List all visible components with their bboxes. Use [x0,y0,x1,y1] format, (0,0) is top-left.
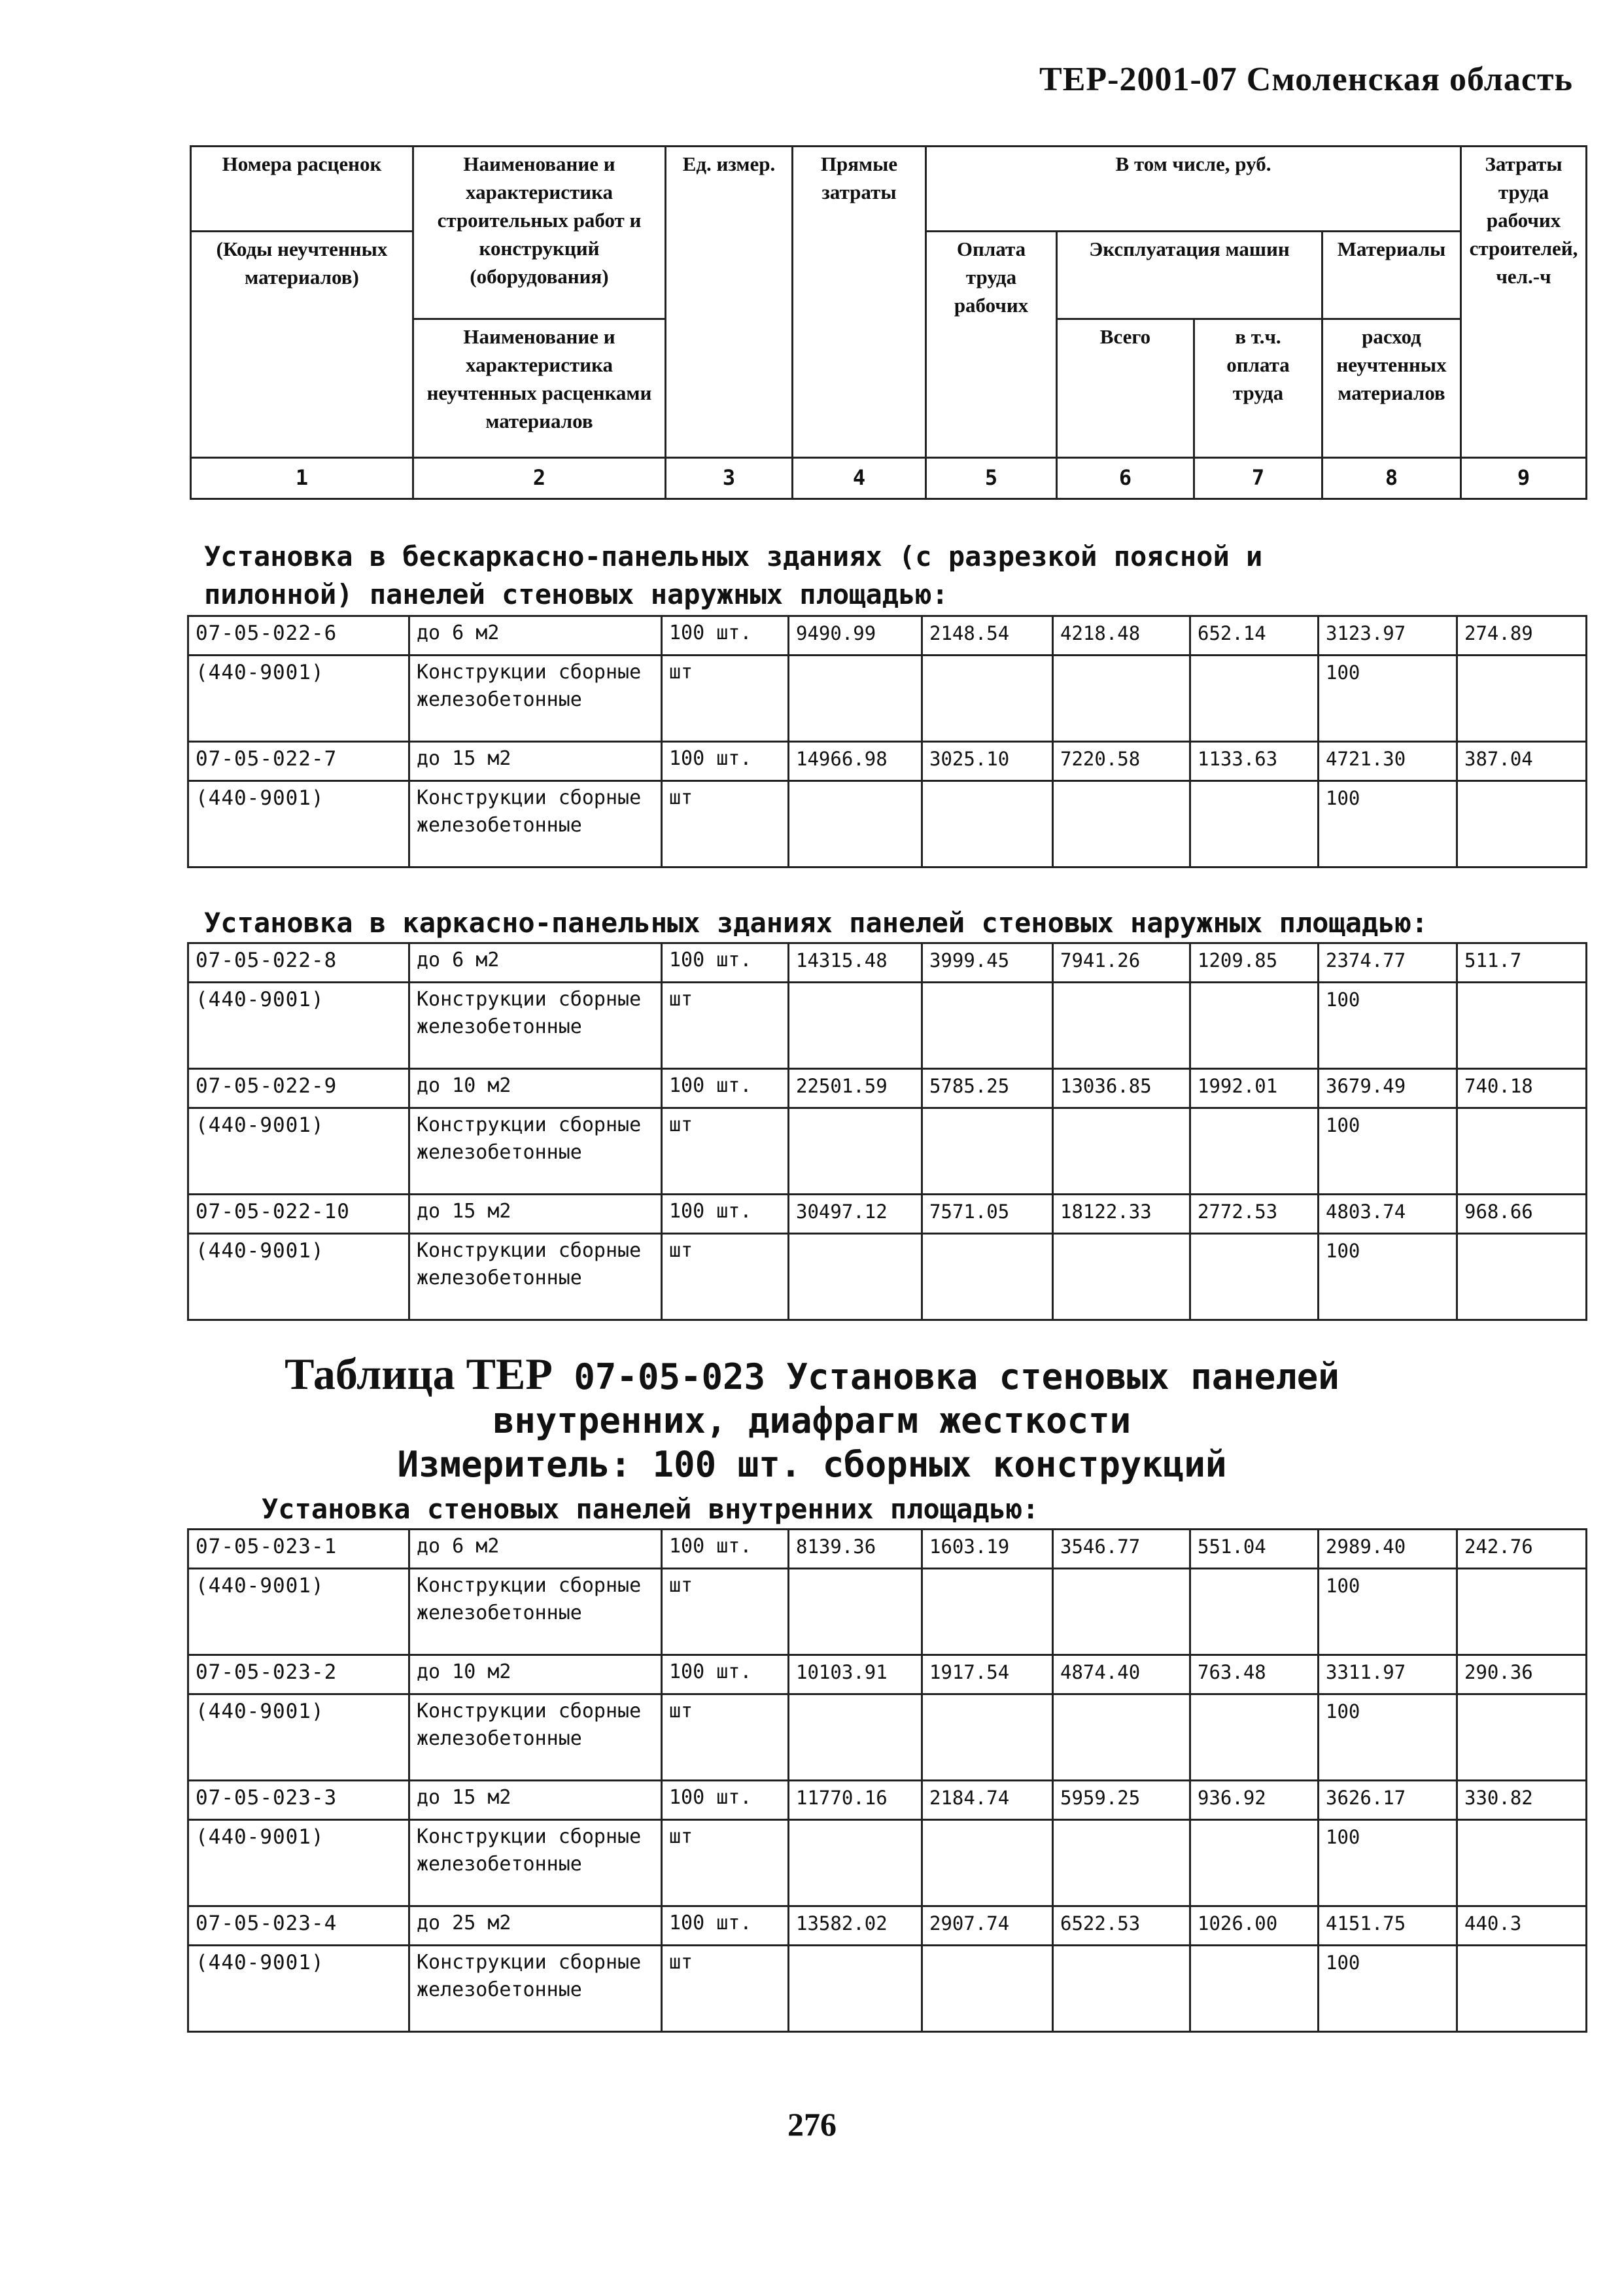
work-name: до 25 м2 [409,1906,662,1946]
direct-costs: 8139.36 [789,1530,922,1569]
machines-total [1053,1234,1190,1320]
machines-total [1053,656,1190,742]
machine-wages: 652.14 [1190,616,1319,656]
col-number: 1 [191,458,413,499]
wages: 2184.74 [922,1781,1053,1820]
direct-costs [789,1569,922,1655]
wages [922,1946,1053,2032]
table-row [188,742,1587,781]
machines-total: 7220.58 [1053,742,1190,781]
machines-total: 18122.33 [1053,1195,1190,1234]
rate-code: (440-9001) [188,781,409,867]
section-title [262,1490,1039,1528]
machines-total: 3546.77 [1053,1530,1190,1569]
direct-costs: 14966.98 [789,742,922,781]
machine-wages [1190,1234,1319,1320]
wages [922,656,1053,742]
machines-total [1053,1569,1190,1655]
wages: 3025.10 [922,742,1053,781]
machine-wages [1190,1694,1319,1781]
table-caption-code: 07-05-023 Установка стеновых панелей [552,1356,1339,1397]
machine-wages: 1209.85 [1190,943,1319,983]
materials: 100 [1319,983,1457,1069]
labor-costs [1457,1234,1587,1320]
machines-total [1053,983,1190,1069]
rate-code: (440-9001) [188,1569,409,1655]
wages: 3999.45 [922,943,1053,983]
col-header-materials: Материалы [1322,232,1461,319]
table-row [188,1946,1587,2032]
table-caption [0,1351,1624,1488]
unit: шт [662,1820,789,1906]
page-number: 276 [787,2106,837,2143]
machine-wages [1190,781,1319,867]
rate-code: (440-9001) [188,1234,409,1320]
wages [922,1820,1053,1906]
col-header-machines: Эксплуатация машин [1057,232,1322,319]
table-caption-prefix: Таблица ТЕР [285,1349,553,1399]
table-row [188,1234,1587,1320]
col-number: 5 [926,458,1057,499]
col-header-machines-total: Всего [1057,319,1194,458]
col-number: 6 [1057,458,1194,499]
direct-costs [789,656,922,742]
unit: 100 шт. [662,1195,789,1234]
direct-costs [789,1820,922,1906]
rates-table [187,1528,1587,2033]
unit: 100 шт. [662,742,789,781]
rate-code: (440-9001) [188,656,409,742]
direct-costs: 13582.02 [789,1906,922,1946]
materials: 3679.49 [1319,1069,1457,1108]
machines-total [1053,1820,1190,1906]
machine-wages: 2772.53 [1190,1195,1319,1234]
materials: 2989.40 [1319,1530,1457,1569]
wages: 2148.54 [922,616,1053,656]
materials: 100 [1319,656,1457,742]
machine-wages: 1133.63 [1190,742,1319,781]
machines-total [1053,1108,1190,1195]
work-name: до 15 м2 [409,1781,662,1820]
machines-total: 6522.53 [1053,1906,1190,1946]
work-name: до 10 м2 [409,1069,662,1108]
machine-wages [1190,656,1319,742]
machine-wages: 936.92 [1190,1781,1319,1820]
page-header: ТЕР-2001-07 Смоленская область [1039,61,1573,98]
work-name: до 6 м2 [409,943,662,983]
col-header-codes: Номера расценок [191,147,413,232]
unit: 100 шт. [662,1069,789,1108]
work-name: до 6 м2 [409,616,662,656]
wages [922,1108,1053,1195]
table-caption-title [0,1351,1624,1400]
col-header-material-consumption: расход неучтенных материалов [1322,319,1461,458]
unit: шт [662,1946,789,2032]
section-title [204,904,1428,942]
col-header-group: В том числе, руб. [926,147,1461,232]
rate-code: 07-05-022-9 [188,1069,409,1108]
col-header-unit: Ед. измер. [666,147,793,458]
materials: 2374.77 [1319,943,1457,983]
col-number: 2 [413,458,666,499]
unit: 100 шт. [662,1906,789,1946]
work-name: Конструкции сборные железобетонные [409,1234,662,1320]
unit: шт [662,1234,789,1320]
materials: 100 [1319,1108,1457,1195]
wages [922,1694,1053,1781]
wages [922,983,1053,1069]
rates-table [187,942,1587,1321]
materials: 4803.74 [1319,1195,1457,1234]
work-name: Конструкции сборные железобетонные [409,1694,662,1781]
labor-costs [1457,656,1587,742]
rate-code: 07-05-023-2 [188,1655,409,1694]
labor-costs: 968.66 [1457,1195,1587,1234]
table-row [188,1069,1587,1108]
direct-costs: 11770.16 [789,1781,922,1820]
table-row [188,1108,1587,1195]
column-header-table [190,145,1587,500]
work-name: Конструкции сборные железобетонные [409,656,662,742]
direct-costs [789,1234,922,1320]
wages: 1917.54 [922,1655,1053,1694]
col-number: 9 [1461,458,1587,499]
labor-costs [1457,1946,1587,2032]
table-row [188,1655,1587,1694]
rates-table [187,615,1587,868]
labor-costs: 740.18 [1457,1069,1587,1108]
table-row [188,1195,1587,1234]
machines-total: 13036.85 [1053,1069,1190,1108]
labor-costs: 290.36 [1457,1655,1587,1694]
machine-wages [1190,983,1319,1069]
table-row [188,943,1587,983]
table-row [188,616,1587,656]
materials: 4151.75 [1319,1906,1457,1946]
rate-code: 07-05-023-1 [188,1530,409,1569]
materials: 3311.97 [1319,1655,1457,1694]
work-name: Конструкции сборные железобетонные [409,1569,662,1655]
machines-total: 4874.40 [1053,1655,1190,1694]
rate-code: (440-9001) [188,1694,409,1781]
col-number: 4 [793,458,926,499]
labor-costs [1457,1108,1587,1195]
table-caption-subtitle: внутренних, диафрагм жесткости [492,1400,1132,1441]
unit: 100 шт. [662,943,789,983]
wages: 2907.74 [922,1906,1053,1946]
section-title-line: пилонной) панелей стеновых наружных площадью: [204,578,948,610]
machines-total: 4218.48 [1053,616,1190,656]
machines-total [1053,781,1190,867]
col-header-machine-wages: в т.ч. оплата труда [1194,319,1322,458]
unit: 100 шт. [662,1655,789,1694]
rate-code: (440-9001) [188,983,409,1069]
col-header-labor: Затраты труда рабочих строителей, чел.-ч [1461,147,1587,458]
direct-costs [789,1108,922,1195]
col-number: 7 [1194,458,1322,499]
section-title [204,538,1262,614]
table-caption-unit: Измеритель: 100 шт. сборных конструкций [397,1444,1227,1485]
wages: 1603.19 [922,1530,1053,1569]
wages: 7571.05 [922,1195,1053,1234]
rate-code: (440-9001) [188,1946,409,2032]
table-row [188,1906,1587,1946]
table-row [188,1694,1587,1781]
machine-wages [1190,1108,1319,1195]
table-row [188,1530,1587,1569]
wages [922,781,1053,867]
labor-costs: 330.82 [1457,1781,1587,1820]
col-header-wages: Оплата труда рабочих [926,232,1057,458]
materials: 100 [1319,1946,1457,2032]
machine-wages: 1992.01 [1190,1069,1319,1108]
unit: 100 шт. [662,1530,789,1569]
materials: 100 [1319,1234,1457,1320]
direct-costs: 14315.48 [789,943,922,983]
wages: 5785.25 [922,1069,1053,1108]
machine-wages [1190,1946,1319,2032]
machines-total [1053,1946,1190,2032]
machines-total [1053,1694,1190,1781]
table-row [188,781,1587,867]
work-name: Конструкции сборные железобетонные [409,1820,662,1906]
machine-wages: 763.48 [1190,1655,1319,1694]
machines-total: 5959.25 [1053,1781,1190,1820]
unit: шт [662,781,789,867]
rate-code: (440-9001) [188,1108,409,1195]
wages [922,1569,1053,1655]
labor-costs: 274.89 [1457,616,1587,656]
work-name: до 10 м2 [409,1655,662,1694]
col-number: 3 [666,458,793,499]
col-number: 8 [1322,458,1461,499]
machine-wages [1190,1569,1319,1655]
section-title-line: Установка в бескаркасно-панельных зданиях (с разрезкой поясной и [204,540,1263,572]
work-name: до 6 м2 [409,1530,662,1569]
table-row [188,1781,1587,1820]
labor-costs: 440.3 [1457,1906,1587,1946]
section-title-line: Установка в каркасно-панельных зданиях панелей стеновых наружных площадью: [204,907,1428,939]
labor-costs: 387.04 [1457,742,1587,781]
unit: 100 шт. [662,1781,789,1820]
table-row [188,983,1587,1069]
section-title-line: Установка стеновых панелей внутренних площадью: [262,1493,1039,1525]
labor-costs [1457,781,1587,867]
unit: шт [662,1108,789,1195]
direct-costs: 30497.12 [789,1195,922,1234]
table-row [188,1820,1587,1906]
rate-code: 07-05-022-7 [188,742,409,781]
direct-costs [789,983,922,1069]
rate-code: 07-05-023-3 [188,1781,409,1820]
unit: шт [662,656,789,742]
rate-code: 07-05-022-10 [188,1195,409,1234]
materials: 3123.97 [1319,616,1457,656]
rate-code: 07-05-022-6 [188,616,409,656]
labor-costs: 242.76 [1457,1530,1587,1569]
machine-wages: 551.04 [1190,1530,1319,1569]
col-header-material-codes: (Коды неучтенных материалов) [191,232,413,458]
direct-costs: 22501.59 [789,1069,922,1108]
direct-costs [789,1946,922,2032]
machine-wages [1190,1820,1319,1906]
work-name: до 15 м2 [409,742,662,781]
materials: 100 [1319,781,1457,867]
materials: 100 [1319,1569,1457,1655]
direct-costs [789,781,922,867]
direct-costs: 10103.91 [789,1655,922,1694]
table-row [188,1569,1587,1655]
work-name: Конструкции сборные железобетонные [409,1946,662,2032]
col-header-name: Наименование и характеристика строительных работ и конструкций (оборудования) [413,147,666,319]
table-row [188,656,1587,742]
work-name: Конструкции сборные железобетонные [409,1108,662,1195]
labor-costs [1457,1569,1587,1655]
work-name: Конструкции сборные железобетонные [409,781,662,867]
machines-total: 7941.26 [1053,943,1190,983]
work-name: до 15 м2 [409,1195,662,1234]
direct-costs [789,1694,922,1781]
work-name: Конструкции сборные железобетонные [409,983,662,1069]
labor-costs: 511.7 [1457,943,1587,983]
materials: 4721.30 [1319,742,1457,781]
unit: шт [662,1569,789,1655]
unit: 100 шт. [662,616,789,656]
direct-costs: 9490.99 [789,616,922,656]
materials: 100 [1319,1694,1457,1781]
labor-costs [1457,1694,1587,1781]
rate-code: (440-9001) [188,1820,409,1906]
unit: шт [662,983,789,1069]
labor-costs [1457,1820,1587,1906]
unit: шт [662,1694,789,1781]
col-header-direct-costs: Прямые затраты [793,147,926,458]
rate-code: 07-05-022-8 [188,943,409,983]
col-header-material-name: Наименование и характеристика неучтенных расценками материалов [413,319,666,458]
materials: 3626.17 [1319,1781,1457,1820]
machine-wages: 1026.00 [1190,1906,1319,1946]
materials: 100 [1319,1820,1457,1906]
rate-code: 07-05-023-4 [188,1906,409,1946]
wages [922,1234,1053,1320]
labor-costs [1457,983,1587,1069]
